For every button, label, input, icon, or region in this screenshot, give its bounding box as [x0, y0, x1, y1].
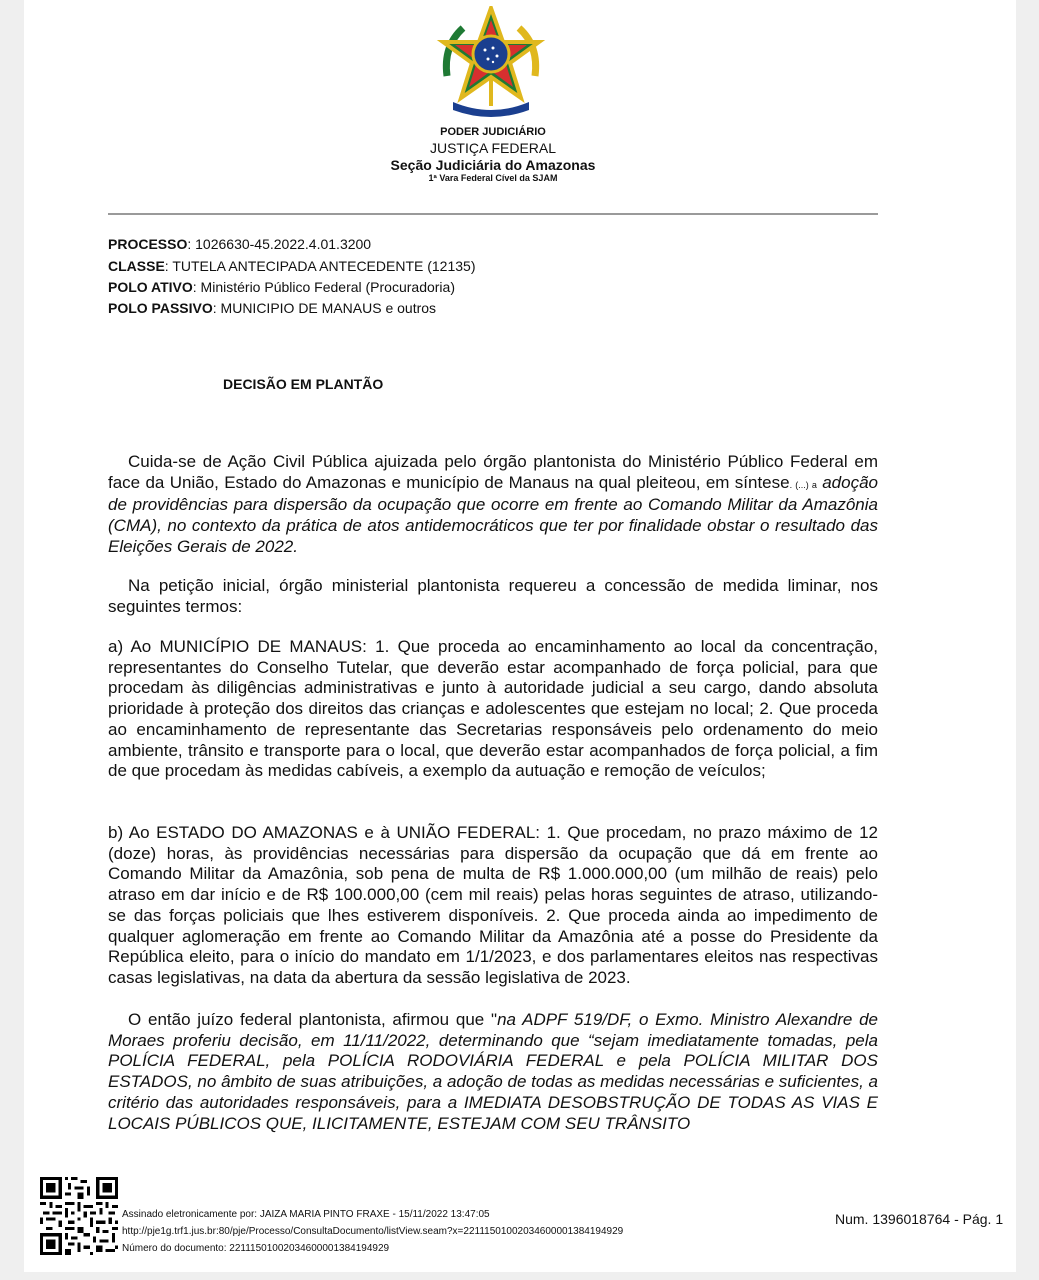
paragraph-3-text: a) Ao MUNICÍPIO DE MANAUS: 1. Que proceda ao encaminhamento ao local da concentração, representantes do Conselho Tutelar, que deverão estar acompanhado de força policial, para que procedam às diligências administrativas e junto à autoridade judicial a seu cargo, dando absoluta prioridade à proteção dos direitos das crianças e adolescentes que estejam no local; 2. Que proceda ao encaminhamento de representante das Secretarias responsáveis pelo ordenamento do meio ambiente, trânsito e transporte para o local, que deverão estar acompanhados de força policial, a fim de que procedam às medidas cabíveis, a exemplo da autuação e remoção de veículos;	[108, 637, 878, 781]
header-poder-judiciario: PODER JUDICIÁRIO	[440, 126, 546, 138]
meta-value: : 1026630-45.2022.4.01.3200	[187, 236, 372, 252]
meta-processo	[108, 234, 371, 254]
footer-signed: Assinado eletronicamente por: JAIZA MARIA PINTO FRAXE - 15/11/2022 13:47:05	[122, 1209, 490, 1220]
decision-title: DECISÃO EM PLANTÃO	[223, 376, 384, 392]
meta-polo-passivo	[108, 298, 436, 318]
meta-label: POLO ATIVO	[108, 279, 193, 295]
paragraph-2-text: Na petição inicial, órgão ministerial plantonista requereu a concessão de medida liminar, nos seguintes termos:	[108, 576, 878, 616]
paragraph-1	[108, 452, 878, 558]
brazil-coat-of-arms-icon	[433, 6, 549, 122]
paragraph-1-ellipsis: . (...) a	[789, 479, 817, 490]
paragraph-4-text: b) Ao ESTADO DO AMAZONAS e à UNIÃO FEDERAL: 1. Que procedam, no prazo máximo de 12 (doze) horas, às providências necessárias para dispersão da ocupação que dá em frente ao Comando Militar da Amazônia, sob pena de multa de R$ 1.000.000,00 (um milhão de reais) pelo atraso em dar início e de R$ 100.000,00 (cem mil reais) pelas horas seguintes de atraso, utilizando-se das forças policiais que lhes estiverem disponíveis. 2. Que proceda ainda ao impedimento de qualquer aglomeração em frente ao Comando Militar da Amazônia até a posse do Presidente da República eleito, para o início do mandato em 1/1/2023, e dos parlamentares eleitos nas respectivas casas legislativas, na data da abertura da sessão legislativa de 2023.	[108, 823, 878, 987]
footer-page-number: Num. 1396018764 - Pág. 1	[835, 1211, 1004, 1227]
paragraph-1-text: Cuida-se de Ação Civil Pública ajuizada pelo órgão plantonista do Ministério Público Federal em face da União, Estado do Amazonas e município de Manaus na qual pleiteou, em síntese	[108, 452, 878, 492]
footer-url[interactable]: http://pje1g.trf1.jus.br:80/pje/Processo/ConsultaDocumento/listView.seam?x=22111501002034600001384194929	[122, 1226, 624, 1237]
meta-value: : Ministério Público Federal (Procuradoria)	[192, 279, 455, 295]
paragraph-5	[108, 1010, 878, 1134]
footer-document-number: Número do documento: 22111501002034600001384194929	[122, 1243, 390, 1254]
meta-label: CLASSE	[108, 258, 165, 274]
meta-label: PROCESSO	[108, 236, 188, 252]
meta-label: POLO PASSIVO	[108, 300, 213, 316]
meta-value: : MUNICIPIO DE MANAUS e outros	[212, 300, 437, 316]
meta-classe	[108, 256, 476, 276]
header-secao-judiciaria: Seção Judiciária do Amazonas	[390, 157, 596, 173]
header-divider	[108, 213, 878, 215]
paragraph-5-text: O então juízo federal plantonista, afirmou que "	[128, 1010, 498, 1029]
paragraph-1-quote: adoção de providências para dispersão da ocupação que ocorre em frente ao Comando Militar da Amazônia (CMA), no contexto da prática de atos antidemocráticos que ter por finalidade obstar o resultado das Eleições Gerais de 2022.	[108, 472, 878, 556]
paragraph-4	[108, 823, 878, 989]
meta-value: : TUTELA ANTECIPADA ANTECEDENTE (12135)	[164, 258, 476, 274]
header-justica-federal: JUSTIÇA FEDERAL	[429, 140, 557, 156]
meta-polo-ativo	[108, 277, 455, 297]
paragraph-2	[108, 576, 878, 617]
qr-code-icon	[40, 1177, 118, 1255]
paragraph-3	[108, 637, 878, 782]
header-vara-federal: 1ª Vara Federal Cível da SJAM	[428, 173, 558, 183]
paragraph-5-quote: na ADPF 519/DF, o Exmo. Ministro Alexandre de Moraes proferiu decisão, em 11/11/2022, determinando que “sejam imediatamente tomadas, pela POLÍCIA FEDERAL, pela POLÍCIA RODOVIÁRIA FEDERAL e pela POLÍCIA MILITAR DOS ESTADOS, no âmbito de suas atribuições, a adoção de todas as medidas necessárias e suficientes, a critério das autoridades responsáveis, para a IMEDIATA DESOBSTRUÇÃO DE TODAS AS VIAS E LOCAIS PÚBLICOS QUE, ILICITAMENTE, ESTEJAM COM SEU TRÂNSITO	[108, 1010, 878, 1133]
